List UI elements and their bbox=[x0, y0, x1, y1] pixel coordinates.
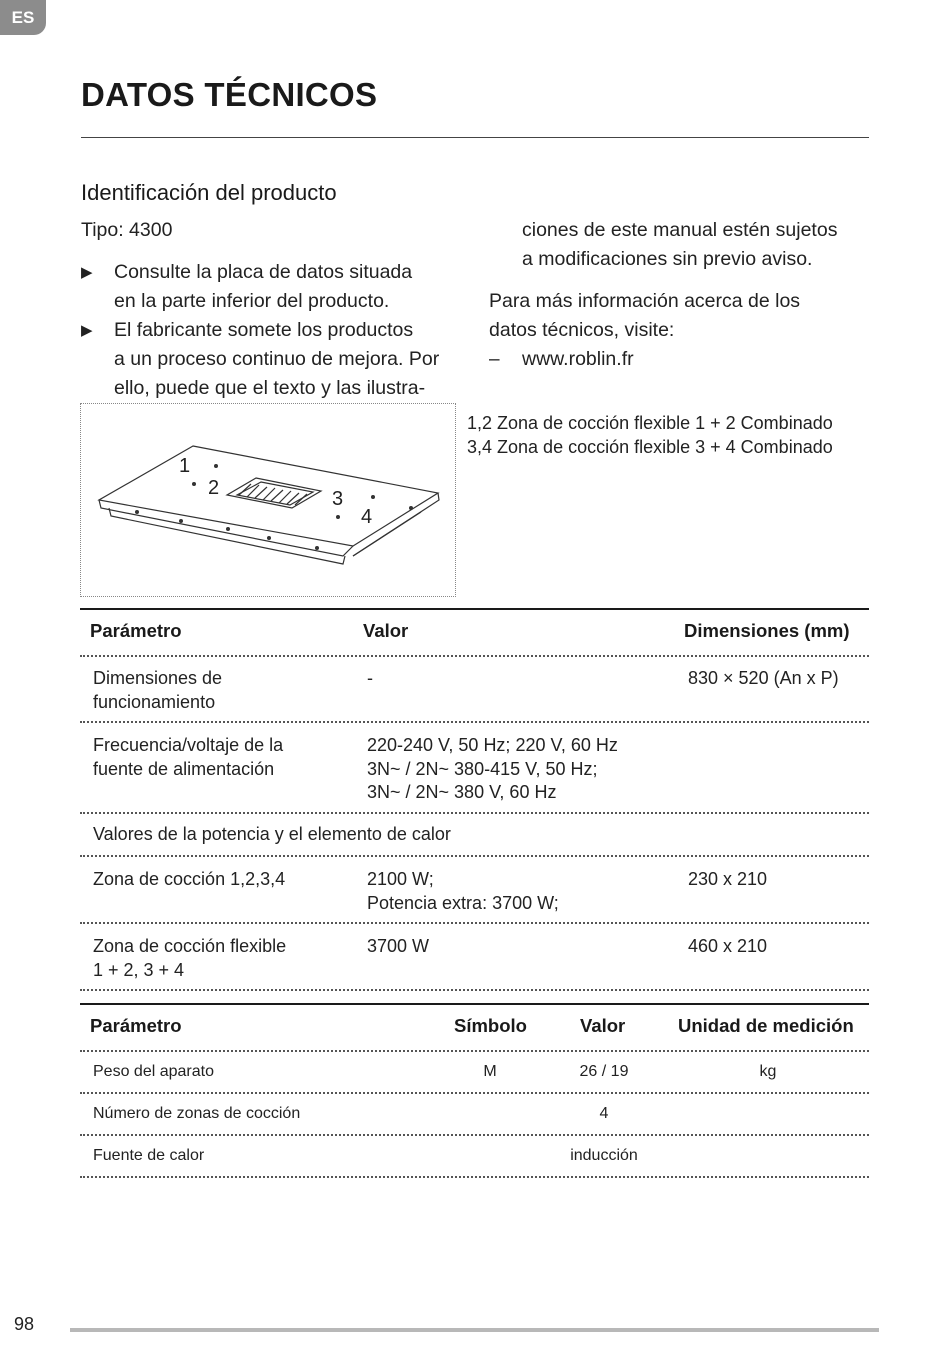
row-param: Peso del aparato bbox=[93, 1063, 214, 1080]
row-param-line: funcionamiento bbox=[93, 691, 216, 712]
bullet-item-2 bbox=[81, 316, 461, 403]
info-line: Para más información acerca de los bbox=[489, 290, 801, 312]
header-parameter: Parámetro bbox=[90, 620, 182, 641]
zone-label-1: 1 bbox=[179, 455, 191, 477]
row-unit: kg bbox=[759, 1063, 777, 1080]
row-value-line: 220-240 V, 50 Hz; 220 V, 60 Hz bbox=[367, 735, 618, 755]
zone-marker-3 bbox=[371, 495, 375, 499]
left-text-column bbox=[81, 216, 461, 403]
triangle-bullet-icon: ▶ bbox=[81, 322, 93, 339]
row-value-line: Potencia extra: 3700 W; bbox=[367, 892, 559, 913]
row-dims: 460 x 210 bbox=[688, 936, 768, 956]
table-header-row bbox=[80, 1005, 869, 1050]
cooktop-front-edge bbox=[99, 500, 353, 556]
zone-marker-2 bbox=[192, 482, 196, 486]
zone-marker-4 bbox=[336, 515, 340, 519]
dimensions-table bbox=[80, 608, 869, 991]
continuation-text bbox=[489, 216, 869, 274]
header-dimensions: Dimensiones (mm) bbox=[684, 620, 850, 641]
row-param-line: 1 + 2, 3 + 4 bbox=[93, 959, 185, 980]
section-label: Valores de la potencia y el elemento de calor bbox=[93, 824, 451, 844]
continuation-line: ciones de este manual estén sujetos bbox=[522, 219, 838, 241]
table-row bbox=[80, 1094, 869, 1134]
row-value-line: 3N~ / 2N~ 380 V, 60 Hz bbox=[367, 782, 557, 802]
header-parameter: Parámetro bbox=[90, 1015, 182, 1036]
specs-table bbox=[80, 1003, 869, 1178]
legend-line: 1,2 Zona de cocción flexible 1 + 2 Combinado bbox=[467, 413, 833, 433]
section-heading: Identificación del producto bbox=[81, 180, 337, 205]
language-badge: ES bbox=[0, 0, 46, 35]
table-row bbox=[80, 723, 869, 812]
row-dims: 230 x 210 bbox=[688, 869, 768, 889]
table-row bbox=[80, 857, 869, 922]
zone-label-3: 3 bbox=[332, 488, 344, 510]
row-value-line: 2100 W; bbox=[367, 869, 434, 889]
header-value: Valor bbox=[580, 1015, 626, 1036]
bullet1-line: en la parte inferior del producto. bbox=[114, 290, 390, 312]
row-param-line: Zona de cocción flexible bbox=[93, 936, 287, 956]
type-line: Tipo: 4300 bbox=[81, 219, 173, 241]
bullet2-line: ello, puede que el texto y las ilustra- bbox=[114, 377, 426, 399]
row-param: Fuente de calor bbox=[93, 1147, 205, 1164]
table-header-row bbox=[80, 610, 869, 655]
row-symbol: M bbox=[483, 1063, 497, 1080]
row-value: inducción bbox=[570, 1147, 638, 1164]
row-param-line: Frecuencia/voltaje de la bbox=[93, 735, 284, 755]
cooktop-drawing bbox=[81, 404, 455, 596]
cooktop-surface bbox=[99, 446, 438, 546]
footer-bar bbox=[70, 1328, 879, 1332]
page-title: DATOS TÉCNICOS bbox=[81, 76, 378, 113]
row-dims: 830 × 520 (An x P) bbox=[688, 668, 839, 688]
header-unit: Unidad de medición bbox=[678, 1015, 854, 1036]
zone-label-2: 2 bbox=[208, 477, 220, 499]
figure-legend bbox=[467, 412, 833, 459]
bullet2-line: El fabricante somete los productos bbox=[114, 319, 414, 341]
table-row bbox=[80, 1052, 869, 1092]
table-row bbox=[80, 924, 869, 989]
link-item bbox=[489, 345, 869, 374]
row-value-line: 3N~ / 2N~ 380-415 V, 50 Hz; bbox=[367, 758, 598, 779]
table-row bbox=[80, 657, 869, 721]
cooktop-illustration bbox=[80, 403, 456, 597]
row-value: 3700 W bbox=[367, 936, 430, 956]
row-param-line: fuente de alimentación bbox=[93, 758, 275, 779]
info-line: datos técnicos, visite: bbox=[489, 319, 675, 341]
title-divider bbox=[81, 137, 869, 138]
page-number: 98 bbox=[14, 1314, 35, 1334]
bullet-item-1 bbox=[81, 258, 461, 316]
row-value: 26 / 19 bbox=[579, 1063, 629, 1080]
table-row bbox=[80, 1136, 869, 1176]
bullet2-line: a un proceso continuo de mejora. Por bbox=[114, 348, 440, 370]
header-symbol: Símbolo bbox=[454, 1015, 527, 1036]
row-value: 4 bbox=[599, 1105, 609, 1122]
dash-marker: – bbox=[489, 349, 500, 370]
legend-line: 3,4 Zona de cocción flexible 3 + 4 Combinado bbox=[467, 436, 833, 457]
right-text-column bbox=[489, 216, 869, 374]
row-param-line: Zona de cocción 1,2,3,4 bbox=[93, 869, 286, 889]
triangle-bullet-icon: ▶ bbox=[81, 264, 93, 281]
zone-marker-1 bbox=[214, 464, 218, 468]
bullet1-line: Consulte la placa de datos situada bbox=[114, 261, 413, 283]
website-link[interactable]: www.roblin.fr bbox=[522, 348, 634, 370]
header-value: Valor bbox=[363, 620, 409, 641]
row-value: - bbox=[367, 668, 373, 688]
continuation-line: a modificaciones sin previo aviso. bbox=[522, 248, 813, 270]
zone-label-4: 4 bbox=[361, 506, 373, 528]
row-param-line: Dimensiones de bbox=[93, 668, 223, 688]
row-param: Número de zonas de cocción bbox=[93, 1105, 301, 1122]
table-section-row bbox=[80, 814, 869, 855]
